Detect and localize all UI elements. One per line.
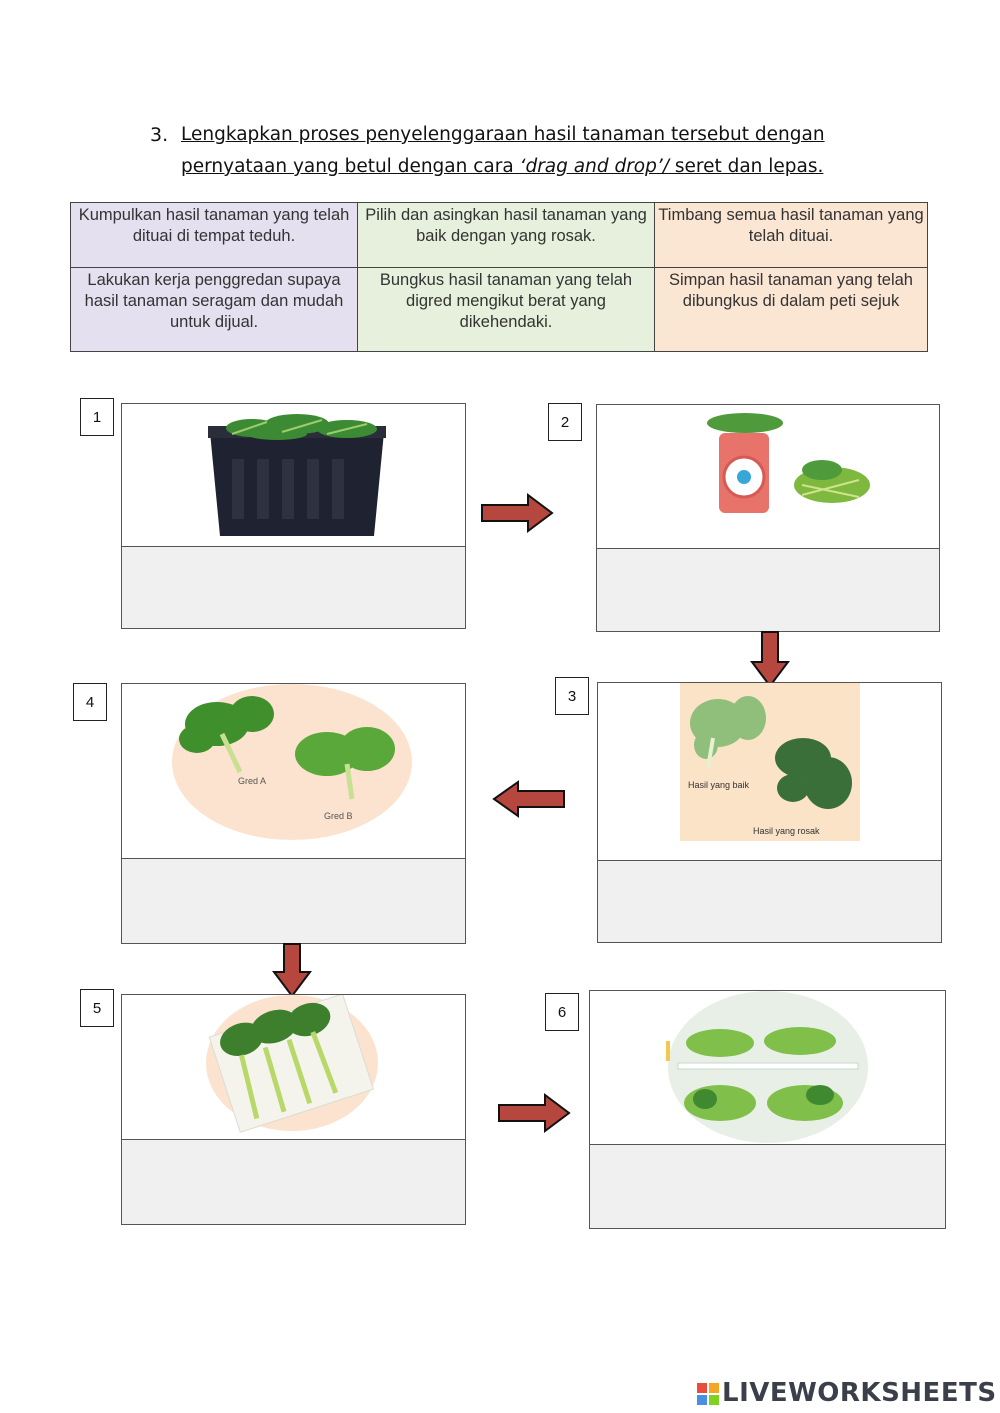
step-number-3: 3	[555, 677, 589, 715]
step-number-6: 6	[545, 993, 579, 1031]
statement-card[interactable]: Lakukan kerja penggredan supaya hasil tanaman seragam dan mudah untuk dijual.	[71, 268, 358, 351]
step-6-image-box	[589, 990, 946, 1145]
drop-zone-3[interactable]	[597, 860, 942, 943]
good-produce-label: Hasil yang baik	[688, 780, 750, 790]
arrow-down-icon	[750, 630, 790, 688]
drop-zone-2[interactable]	[596, 548, 940, 632]
drop-zone-1[interactable]	[121, 546, 466, 629]
statement-card[interactable]: Bungkus hasil tanaman yang telah digred mengikut berat yang dikehendaki.	[358, 268, 655, 351]
step-number-5: 5	[80, 989, 114, 1027]
weighing-scale-image	[597, 405, 939, 548]
drop-zone-6[interactable]	[589, 1144, 946, 1229]
logo-mark-icon	[697, 1382, 719, 1404]
arrow-down-icon	[272, 942, 312, 998]
arrow-left-icon	[492, 780, 566, 818]
question-text-line2: pernyataan yang betul dengan cara ‘drag and drop’/ seret dan lepas.	[181, 156, 824, 177]
statement-table	[70, 202, 928, 352]
bad-produce-label: Hasil yang rosak	[753, 826, 820, 836]
arrow-right-icon	[497, 1093, 571, 1133]
grade-a-label: Gred A	[238, 776, 267, 786]
step-1-image-box	[121, 403, 466, 547]
step-5-image-box	[121, 994, 466, 1140]
packed-vegetables-image	[122, 995, 465, 1139]
statement-card[interactable]: Kumpulkan hasil tanaman yang telah dituai di tempat teduh.	[71, 203, 358, 268]
step-number-1: 1	[80, 398, 114, 436]
step-number-4: 4	[73, 683, 107, 721]
grade-b-label: Gred B	[324, 811, 353, 821]
question-text-line1: Lengkapkan proses penyelenggaraan hasil tanaman tersebut dengan	[181, 124, 825, 145]
drop-zone-4[interactable]	[121, 858, 466, 944]
step-2-image-box	[596, 404, 940, 549]
step-4-image-box	[121, 683, 466, 859]
step-3-image-box	[597, 682, 942, 861]
fridge-storage-image	[590, 991, 945, 1144]
drop-zone-5[interactable]	[121, 1139, 466, 1225]
harvest-crate-image	[122, 404, 465, 546]
step-number-2: 2	[548, 403, 582, 441]
liveworksheets-logo: LIVEWORKSHEETS	[697, 1378, 997, 1408]
statement-card[interactable]: Timbang semua hasil tanaman yang telah dituai.	[655, 203, 927, 268]
arrow-right-icon	[480, 493, 554, 533]
statement-card[interactable]: Simpan hasil tanaman yang telah dibungkus di dalam peti sejuk	[655, 268, 927, 351]
grading-image	[122, 684, 465, 858]
statement-card[interactable]: Pilih dan asingkan hasil tanaman yang baik dengan yang rosak.	[358, 203, 655, 268]
good-bad-produce-image	[598, 683, 941, 860]
question-number: 3.	[150, 124, 169, 146]
